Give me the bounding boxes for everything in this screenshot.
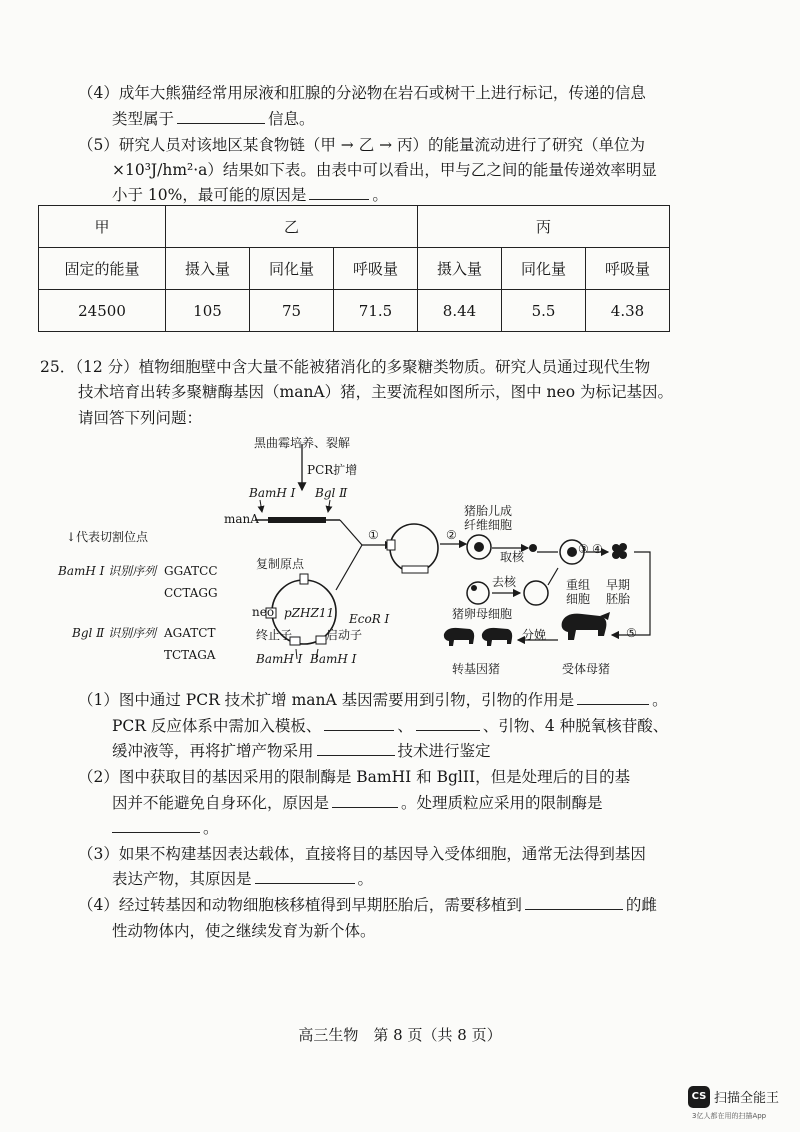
- q25-part3-tail: 。: [357, 870, 374, 888]
- fibroblast-label-1: 猪胎儿成: [464, 504, 513, 518]
- header-cell: 同化量: [502, 248, 586, 290]
- table-group-row: [39, 206, 670, 248]
- mana-gene-bar: [268, 517, 326, 523]
- pcr-label: PCR扩增: [307, 463, 358, 477]
- q24-part4-tail: 信息。: [268, 110, 315, 128]
- recombinant-nucleus: [567, 547, 577, 557]
- value-cell: 75: [250, 290, 334, 332]
- enucleate-label: 去核: [492, 575, 517, 589]
- inserted-mana-segment: [402, 566, 428, 573]
- aspergillus-label: 黑曲霉培养、裂解: [254, 436, 351, 450]
- enucleated-oocyte: [524, 581, 548, 605]
- promoter-segment: [316, 636, 326, 644]
- plasmid-label: pZHZ11: [284, 606, 335, 620]
- isolated-nucleus: [529, 544, 537, 552]
- fibroblast-nucleus: [474, 542, 484, 552]
- q25-part3-text: 表达产物，其原因是: [112, 870, 252, 888]
- bamh1-site-label-a: BamH Ⅰ: [256, 652, 303, 666]
- q24-part5-line2: ×10³J/hm²·a）结果如下表。由表中可以看出，甲与乙之间的能量传递效率明显: [112, 161, 657, 179]
- oocyte-label: 猪卵母细胞: [452, 607, 513, 621]
- ori-label: 复制原点: [256, 557, 305, 571]
- camscanner-name: 扫描全能王: [714, 1091, 780, 1106]
- recipient-sow-icon: [562, 612, 610, 640]
- step3-label: ③: [578, 542, 589, 556]
- q25-part1-text2: PCR 反应体系中需加入模板、: [112, 717, 322, 735]
- step2-label: ②: [446, 528, 457, 542]
- q24-part5-text: 小于 10%，最可能的原因是: [112, 186, 307, 204]
- header-cell: 同化量: [250, 248, 334, 290]
- early-embryo-label-1: 早期: [606, 578, 631, 592]
- q25-part2-line3: [112, 818, 219, 838]
- oocyte-cell: [467, 582, 489, 604]
- value-cell: 105: [166, 290, 250, 332]
- q25-part2-line1: （2）图中获取目的基因采用的限制酶是 BamHI 和 BglII，但是处理后的目的基: [78, 768, 631, 786]
- plasmid-to-ligation-line: [336, 545, 362, 590]
- bamh1-seq-bottom: CCTAGG: [164, 586, 218, 600]
- q25-part4-line2: 性动物体内，使之继续发育为新个体。: [112, 922, 376, 940]
- q25-part1-line3: [112, 741, 491, 761]
- q25-intro-line3: 请回答下列问题：: [78, 409, 203, 427]
- q25-intro-line1: 25．（12 分）植物细胞壁中含大量不能被猪消化的多聚糖类物质。研究人员通过现代生物: [40, 358, 651, 376]
- q24-part5-line1: （5）研究人员对该地区某食物链（甲 → 乙 → 丙）的能量流动进行了研究（单位为: [78, 136, 646, 154]
- energy-flow-table: [38, 205, 670, 332]
- answer-blank: [324, 716, 394, 731]
- q25-part2-text: 因并不能避免自身环化，原因是: [112, 794, 330, 812]
- table-header-row: [39, 248, 670, 290]
- bamh1-seq-label: BamH Ⅰ 识别序列: [58, 564, 157, 578]
- value-cell: 4.38: [586, 290, 670, 332]
- q25-part1-text5: 技术进行鉴定: [397, 742, 491, 760]
- bgl2-seq-bottom: TCTAGA: [164, 648, 216, 662]
- q25-part4-tail: 的雌: [625, 896, 657, 914]
- group-cell-c: 丙: [418, 206, 670, 248]
- q25-part1-line1: [78, 690, 668, 710]
- value-cell: 8.44: [418, 290, 502, 332]
- header-cell: 呼吸量: [586, 248, 670, 290]
- q24-part5-line3: [112, 185, 388, 205]
- q25-part4-text: （4）经过转基因和动物细胞核移植得到早期胚胎后，需要移植到: [78, 896, 522, 914]
- q25-part4-line1: [78, 895, 657, 915]
- bgl2-seq-label: Bgl Ⅱ 识别序列: [72, 626, 157, 640]
- bgl2-cut-arrow: [328, 500, 330, 512]
- answer-blank: [577, 690, 649, 705]
- camscanner-tagline: 3亿人都在用的扫描App: [692, 1112, 767, 1120]
- step4-label: ④: [592, 542, 603, 556]
- bamh1-cut-arrow: [260, 500, 262, 512]
- header-cell: 固定的能量: [39, 248, 166, 290]
- oocyte-merge-line: [548, 568, 558, 585]
- bamh1-seq-top: GGATCC: [164, 564, 218, 578]
- ecor1-label: EcoR Ⅰ: [349, 612, 390, 626]
- q24-part5-tail: 。: [372, 186, 388, 204]
- answer-blank: [255, 869, 355, 884]
- q25-part2-tail: 。: [203, 819, 219, 837]
- recombinant-neo-segment: [387, 540, 395, 550]
- step5-label: ⑤: [626, 626, 637, 640]
- q24-part4-line1: （4）成年大熊猫经常用尿液和肛腺的分泌物在岩石或树干上进行标记，传递的信息: [78, 84, 646, 102]
- q25-part1-text4: 缓冲液等，再将扩增产物采用: [112, 742, 314, 760]
- bamh1-site-label-b: BamH Ⅰ: [310, 652, 357, 666]
- q25-part1-text3: 、引物、4 种脱氧核苷酸、: [482, 717, 669, 735]
- bamh1-label: BamH Ⅰ: [249, 486, 296, 500]
- answer-blank: [112, 818, 200, 833]
- promoter-label: 启动子: [326, 628, 363, 642]
- bgl2-seq-top: AGATCT: [164, 626, 216, 640]
- cut-site-legend: ↓代表切割位点: [66, 530, 149, 544]
- bgl2-label: Bgl Ⅱ: [315, 486, 348, 500]
- q24-part4-text: 类型属于: [112, 110, 175, 128]
- transgenic-pig-label: 转基因猪: [452, 662, 501, 676]
- group-cell-a: 甲: [39, 206, 166, 248]
- early-embryo-label-2: 胚胎: [606, 592, 631, 606]
- early-embryo-icon: [612, 543, 627, 559]
- answer-blank: [317, 741, 395, 756]
- q24-part4-line2: [112, 109, 315, 129]
- answer-blank: [309, 185, 369, 200]
- q25-intro-line2: 技术培育出转多聚糖酶基因（manA）猪，主要流程如图所示，图中 neo 为标记基因。: [78, 383, 673, 401]
- q25-part1-tail: 。: [652, 691, 668, 709]
- q25-part2-line2: [112, 793, 603, 813]
- value-cell: 71.5: [334, 290, 418, 332]
- answer-blank: [332, 793, 398, 808]
- gene-to-ligation-line: [340, 520, 362, 545]
- step1-label: ①: [368, 528, 379, 542]
- ori-segment: [300, 574, 308, 584]
- transgenic-pig-flow-diagram: [0, 430, 800, 680]
- q25-part1-sep: 、: [397, 717, 413, 735]
- mana-label: manA: [224, 512, 259, 526]
- recombinant-cell-label-1: 重组: [566, 578, 591, 592]
- recipient-sow-label: 受体母猪: [562, 662, 611, 676]
- terminator-label: 终止子: [256, 628, 293, 642]
- answer-blank: [525, 895, 623, 910]
- table-row: [39, 290, 670, 332]
- delivery-label: 分娩: [522, 628, 547, 642]
- neo-label: neo: [252, 605, 275, 619]
- q25-part3-line2: [112, 869, 373, 889]
- oocyte-nucleus: [471, 585, 477, 591]
- camscanner-logo-icon: CS: [688, 1086, 710, 1108]
- recombinant-plasmid: [390, 524, 438, 572]
- q25-part2-text2: 。处理质粒应采用的限制酶是: [401, 794, 603, 812]
- group-cell-b: 乙: [166, 206, 418, 248]
- header-cell: 呼吸量: [334, 248, 418, 290]
- page-footer: 高三生物 第 8 页（共 8 页）: [298, 1026, 502, 1044]
- value-cell: 5.5: [502, 290, 586, 332]
- recombinant-cell-label-2: 细胞: [566, 592, 591, 606]
- q25-part3-line1: （3）如果不构建基因表达载体，直接将目的基因导入受体细胞，通常无法得到基因: [78, 845, 646, 863]
- answer-blank: [177, 109, 265, 124]
- answer-blank: [416, 716, 480, 731]
- header-cell: 摄入量: [166, 248, 250, 290]
- transgenic-pig-icon: [444, 628, 512, 646]
- q25-part1-text: （1）图中通过 PCR 技术扩增 manA 基因需要用到引物，引物的作用是: [78, 691, 575, 709]
- value-cell: 24500: [39, 290, 166, 332]
- take-nucleus-label: 取核: [500, 550, 525, 564]
- header-cell: 摄入量: [418, 248, 502, 290]
- fibroblast-label-2: 纤维细胞: [464, 518, 513, 532]
- q25-part1-line2: [112, 716, 668, 736]
